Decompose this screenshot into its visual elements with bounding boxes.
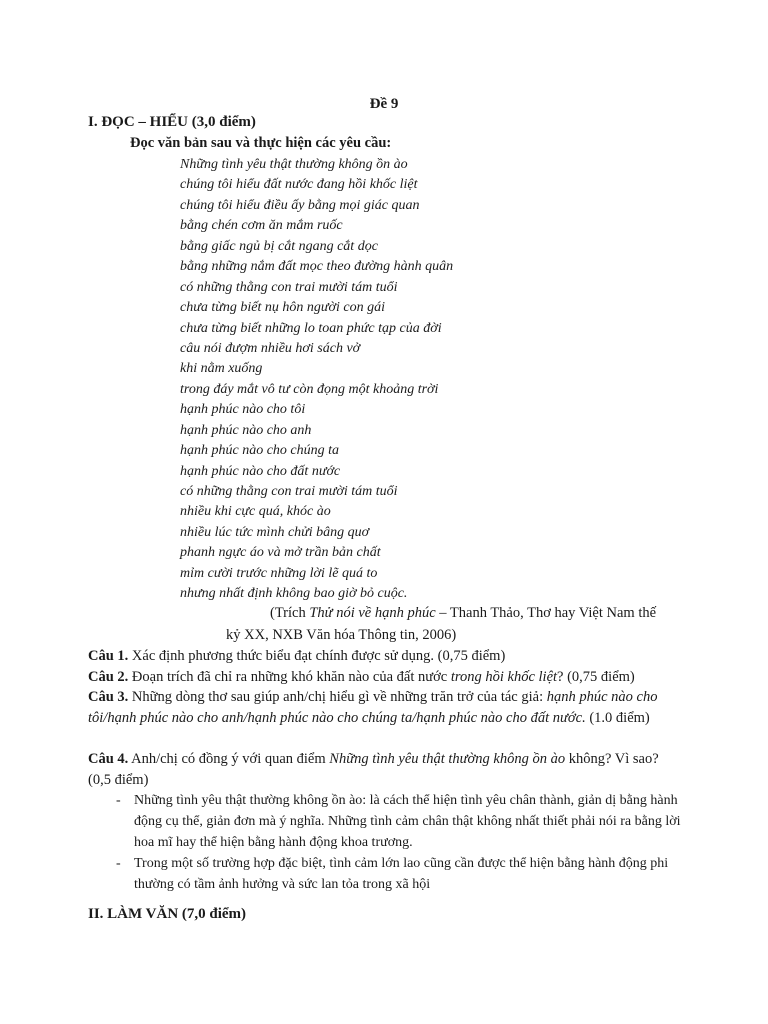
question-4 (88, 749, 680, 790)
reading-instruction: Đọc văn bản sau và thực hiện các yêu cầu: (130, 135, 392, 151)
question-1 (88, 646, 680, 667)
poem-line: hạnh phúc nào cho chúng ta (180, 443, 340, 459)
question-quote: hạnh phúc nào cho tôi/hạnh phúc nào cho anh/hạnh phúc nào cho chúng ta/hạnh phúc nào cho đất nước. (88, 689, 658, 726)
question-label: Câu 3. (88, 689, 129, 705)
question-text: Đoạn trích đã chỉ ra những khó khăn nào của đất nước (128, 669, 451, 685)
poem-line: nhiều lúc tức mình chửi bâng quơ (180, 524, 370, 540)
answer-list (88, 790, 688, 895)
answer-text: Những tình yêu thật thường không ồn ào: là cách thể hiện tình yêu chân thành, giản dị bằng hành động cụ thể, giản đơn mà ý nghĩa. Những tình cảm chân thật không nhất thiết phải nói ra bằng lời hoa mĩ hay thể hiện bằng hành động khoa trương. (134, 793, 681, 850)
question-3 (88, 687, 680, 728)
poem-line: phanh ngực áo và mở trần bản chất (180, 545, 381, 561)
answer-item (88, 853, 688, 895)
poem (180, 155, 453, 605)
poem-line: hạnh phúc nào cho anh (180, 422, 312, 438)
poem-source-line2: kỷ XX, NXB Văn hóa Thông tin, 2006) (226, 627, 457, 643)
question-text-end: (1.0 điểm) (585, 709, 650, 726)
poem-line: bằng những nắm đất mọc theo đường hành quân (180, 259, 454, 275)
question-2 (88, 667, 680, 688)
poem-line: khi nằm xuống (180, 361, 263, 377)
poem-line: nhưng nhất định không bao giờ bỏ cuộc. (180, 586, 408, 602)
bullet-dash: - (116, 793, 121, 808)
poem-line: chưa từng biết những lo toan phức tạp của đời (180, 320, 442, 336)
poem-line: bằng chén cơm ăn mắm ruốc (180, 218, 343, 234)
bullet-dash: - (116, 856, 121, 871)
poem-line: hạnh phúc nào cho đất nước (180, 463, 341, 479)
question-quote: trong hồi khốc liệt (450, 669, 558, 685)
poem-line: chúng tôi hiểu đất nước đang hồi khốc liệt (180, 177, 418, 193)
question-label: Câu 2. (88, 669, 129, 685)
exam-number: Đề 9 (369, 96, 399, 112)
question-text-end: ? (0,75 điểm) (557, 669, 635, 685)
poem-line: chúng tôi hiểu điều ấy bằng mọi giác quan (180, 197, 420, 213)
poem-source (270, 605, 656, 622)
poem-line: Những tình yêu thật thường không ồn ào (180, 157, 408, 172)
poem-line: trong đáy mắt vô tư còn đọng một khoảng trời (180, 381, 439, 397)
question-text-end: không? Vì sao? (0,5 điểm) (88, 751, 659, 788)
poem-line: nhiều khi cực quá, khóc ào (180, 504, 331, 520)
source-work-title: Thử nói về hạnh phúc (309, 605, 436, 621)
answer-item (88, 790, 688, 853)
poem-line: chưa từng biết nụ hôn người con gái (180, 300, 385, 316)
question-text: Những dòng thơ sau giúp anh/chị hiểu gì về những trăn trở của tác giả: (128, 689, 547, 705)
poem-line: mỉm cười trước những lời lẽ quá to (180, 565, 378, 581)
section-writing-heading: II. LÀM VĂN (7,0 điểm) (88, 906, 247, 922)
section-reading-heading: I. ĐỌC – HIỂU (3,0 điểm) (88, 114, 256, 130)
poem-line: hạnh phúc nào cho tôi (180, 402, 306, 418)
source-suffix: – Thanh Thảo, Thơ hay Việt Nam thế (435, 605, 657, 621)
question-label: Câu 1. (88, 648, 129, 664)
question-quote: Những tình yêu thật thường không ồn ào (329, 751, 566, 767)
question-label: Câu 4. (88, 751, 129, 767)
question-text: Anh/chị có đồng ý với quan điểm (128, 751, 330, 767)
document-title (0, 96, 768, 113)
answer-text: Trong một số trường hợp đặc biệt, tình cảm lớn lao cũng cần được thể hiện bằng hành động phi thường có tầm ảnh hưởng và sức lan tỏa trong xã hội (134, 856, 669, 892)
poem-line: câu nói đượm nhiều hơi sách vở (180, 340, 361, 356)
poem-line: bằng giấc ngủ bị cắt ngang cắt dọc (180, 238, 378, 254)
poem-line: có những thằng con trai mười tám tuổi (180, 484, 398, 499)
question-text: Xác định phương thức biểu đạt chính được sử dụng. (0,75 điểm) (128, 648, 506, 664)
poem-line: có những thằng con trai mười tám tuổi (180, 279, 398, 295)
source-prefix: (Trích (270, 605, 310, 621)
